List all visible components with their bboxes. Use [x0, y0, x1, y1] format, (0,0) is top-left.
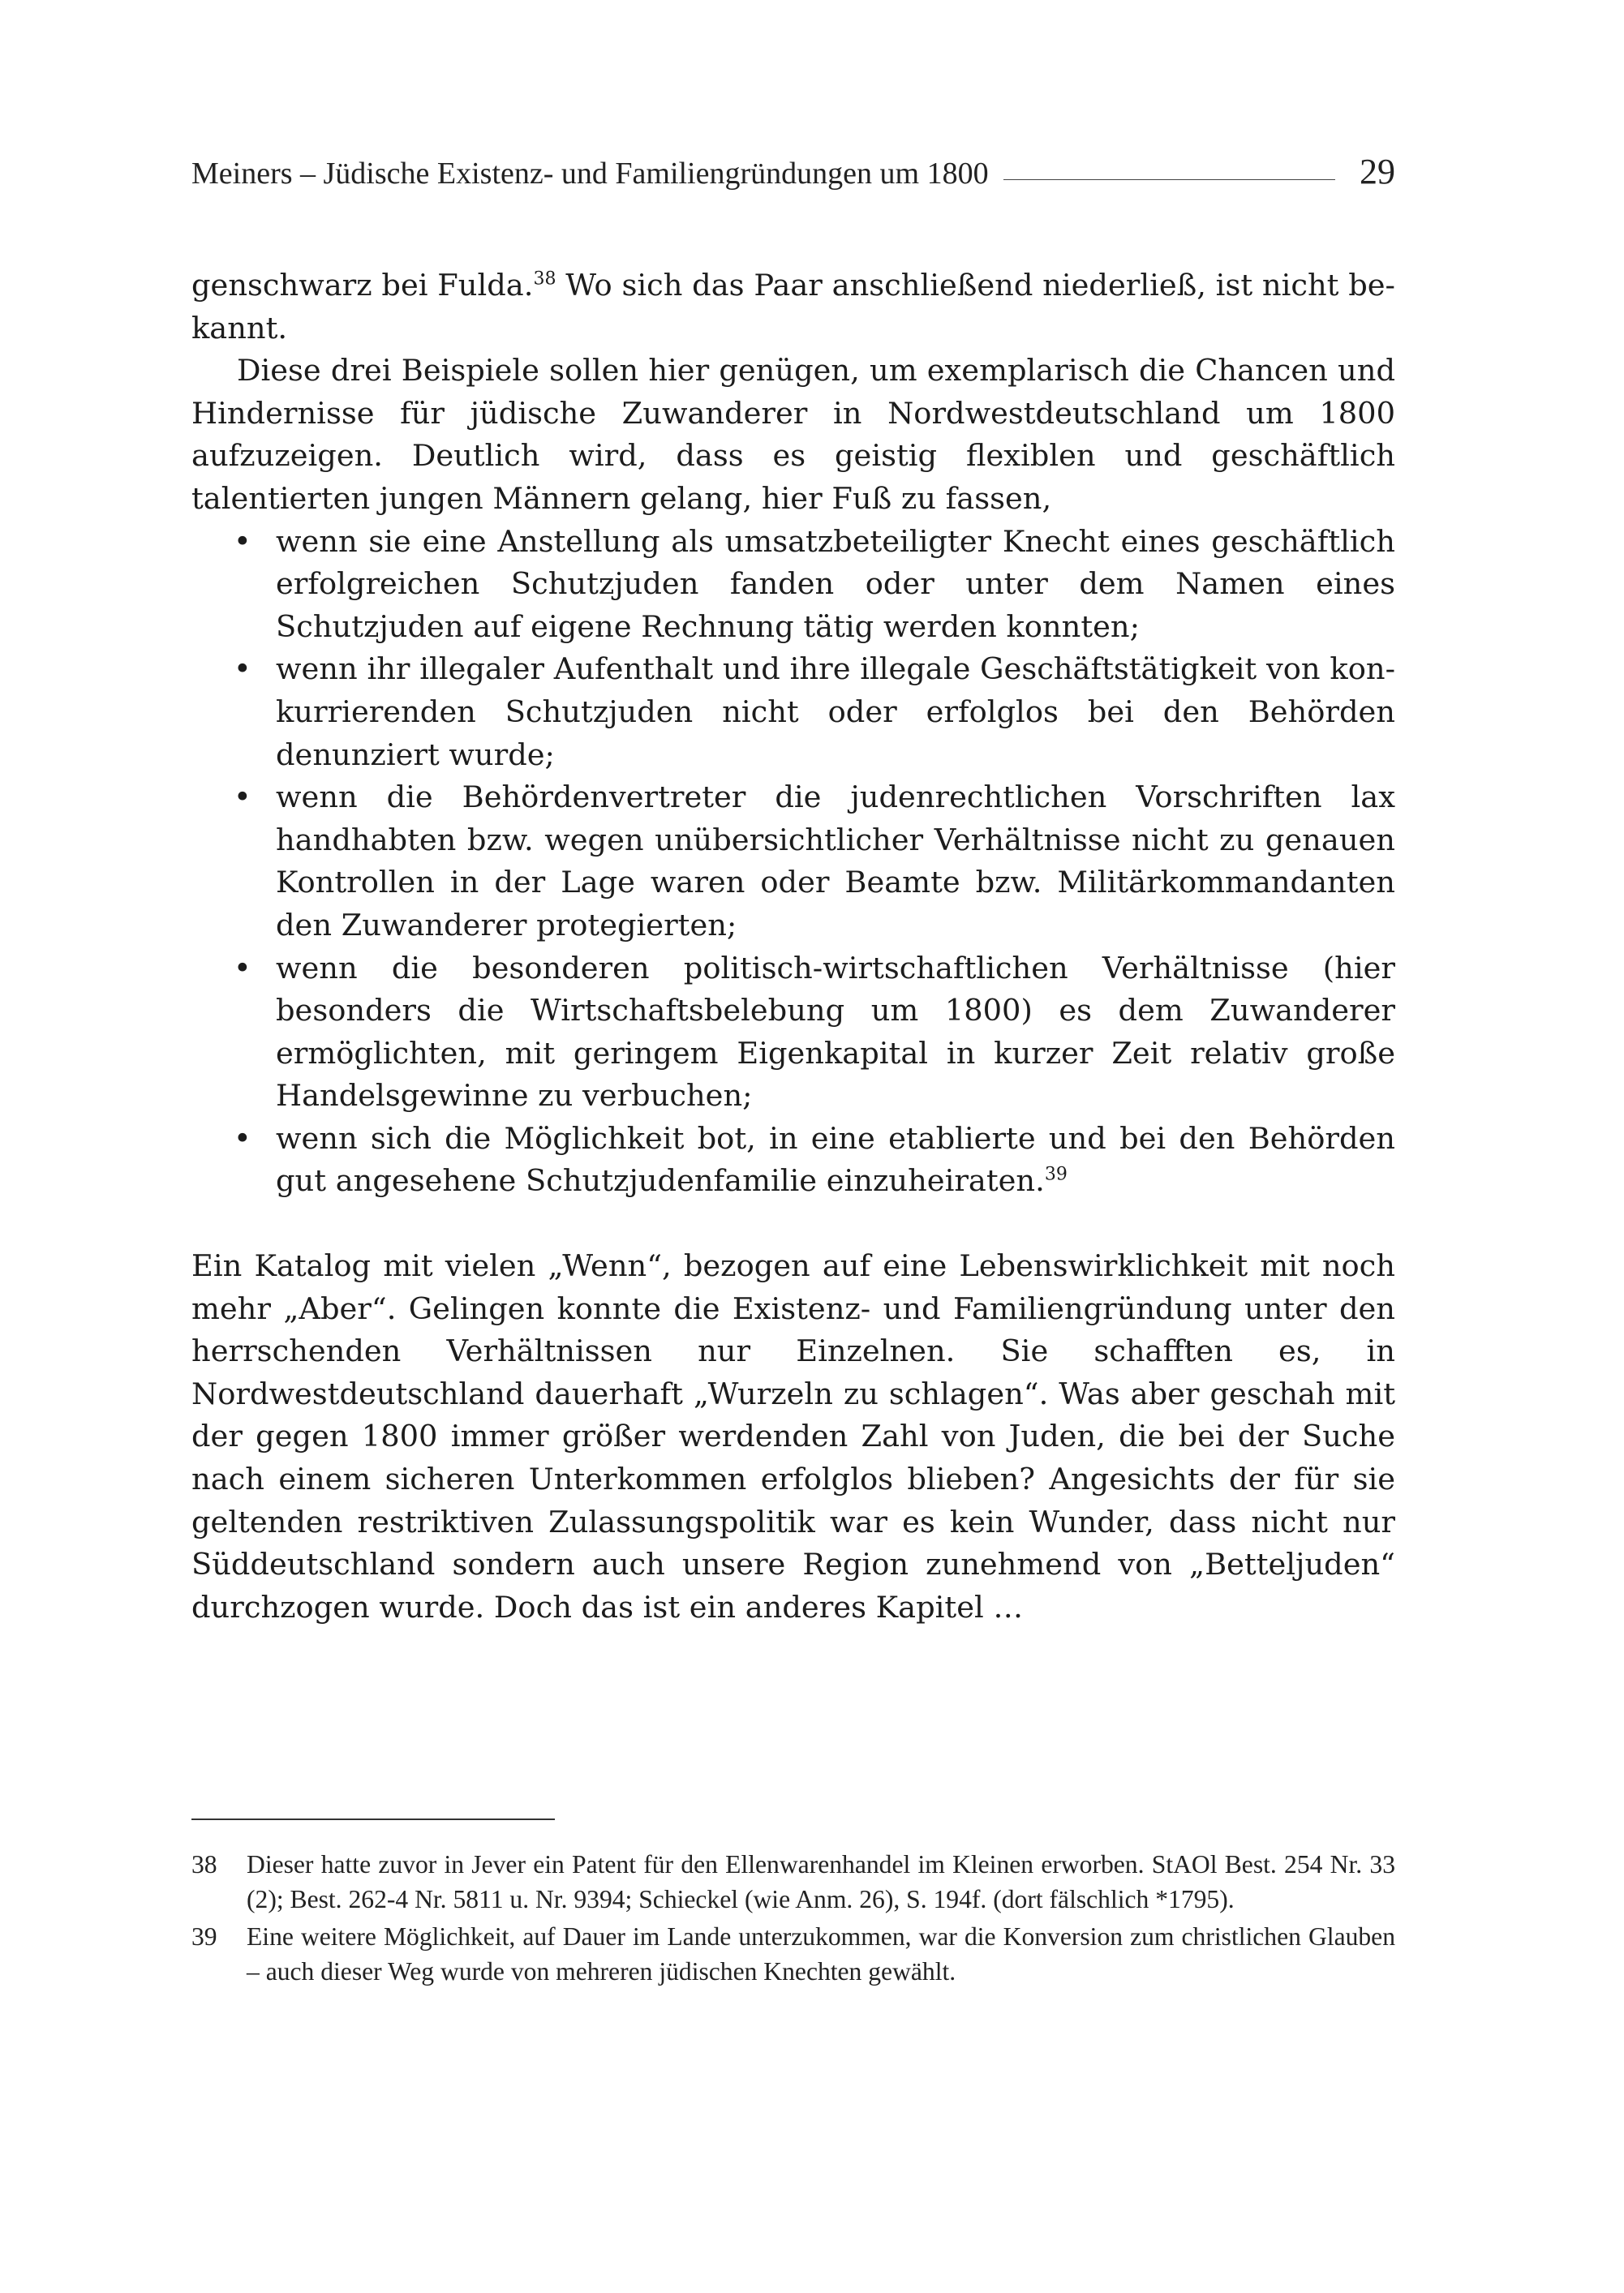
footnote-ref-38[interactable]: 38: [533, 268, 556, 290]
list-item-text: wenn ihr illegaler Aufenthalt und ihre illegale Geschäftstätigkeit von konkurrierenden Schutzjuden nicht oder erfolglos bei den Behörden denunziert wurde;: [276, 651, 1395, 772]
list-item: [234, 776, 1395, 947]
footnote-text: Dieser hatte zuvor in Jever ein Patent für den Ellenwarenhandel im Kleinen erworben. StAOl Best. 254 Nr. 33 (2); Best. 262-4 Nr. 5811 u. Nr. 9394; Schieckel (wie Anm. 26), S. 194f. (dort fälschlich *1795).: [247, 1850, 1395, 1913]
list-item-text: wenn die besonderen politisch-wirtschaftlichen Verhältnisse (hier besonders die Wirtschaftsbelebung um 1800) es dem Zuwanderer ermöglichten, mit geringem Eigenkapital in kurzer Zeit relativ große Handelsgewinne zu verbuchen;: [276, 950, 1395, 1114]
footnote-38: [191, 1848, 1395, 1917]
book-page: [191, 0, 1395, 2293]
list-item: [234, 1118, 1395, 1203]
footnote-rule: [191, 1819, 555, 1820]
footnote-number: 39: [191, 1922, 217, 1952]
list-item-text: wenn sich die Möglichkeit bot, in eine etablierte und bei den Behörden gut angesehene Schutzjudenfamilie einzuheiraten.: [276, 1120, 1395, 1199]
bullet-icon: •: [234, 779, 251, 815]
list-item-text: wenn sie eine Anstellung als umsatzbeteiligter Knecht eines geschäftlich erfolgreichen Schutzjuden fanden oder unter dem Namen eines Schutzjuden auf eigene Rechnung tätig werden konnten;: [276, 523, 1395, 644]
bullet-icon: •: [234, 523, 251, 559]
closing-paragraph: Ein Katalog mit vielen „Wenn“, bezogen auf eine Lebenswirklichkeit mit noch mehr „Aber“. Gelingen konnte die Existenz- und Familiengründung unter den herrschenden Verhältnissen nur Einzelnen. Sie schafften es, in Nordwestdeutschland dauerhaft „Wurzeln zu schlagen“. Was aber geschah mit der gegen 1800 immer größer werdenden Zahl von Juden, die bei der Suche nach einem sicheren Unterkommen erfolglos blieben? Angesichts der für sie geltenden restriktiven Zulassungspolitik war es kein Wunder, dass nicht nur Süddeutschland sondern auch unsere Region zunehmend von „Betteljuden“ durchzogen wurde. Doch das ist ein anderes Kapitel …: [191, 1248, 1395, 1625]
footnote-39: [191, 1920, 1395, 1989]
list-item: [234, 521, 1395, 649]
list-item: [234, 947, 1395, 1118]
list-item-text: wenn die Behördenvertreter die judenrechtlichen Vorschriften lax handhabten bzw. wegen unübersichtlicher Verhältnisse nicht zu genauen Kontrollen in der Lage waren oder Beamte bzw. Militärkommandanten den Zuwanderer protegierten;: [276, 779, 1395, 943]
conditions-list: [191, 521, 1395, 1204]
footnotes: [191, 1819, 1395, 1992]
paragraph-1: [191, 264, 1395, 350]
list-item: [234, 648, 1395, 776]
footnote-text: Eine weitere Möglichkeit, auf Dauer im Lande unterzukommen, war die Konversion zum christlichen Glauben – auch dieser Weg wurde von mehreren jüdischen Knechten gewählt.: [247, 1922, 1395, 1986]
bullet-icon: •: [234, 651, 251, 687]
running-head: [191, 151, 1395, 191]
bullet-icon: •: [234, 950, 251, 985]
running-title: Meiners – Jüdische Existenz- und Familiengründungen um 1800: [191, 157, 989, 191]
header-rule: [1003, 179, 1335, 180]
bullet-icon: •: [234, 1120, 251, 1156]
main-text: [191, 264, 1395, 1629]
paragraph-1-text: genschwarz bei Fulda.: [191, 268, 534, 303]
footnote-number: 38: [191, 1850, 217, 1879]
paragraph-2: Diese drei Beispiele sollen hier genügen, um exemplarisch die Chancen und Hindernisse für jüdische Zuwanderer in Nordwestdeutschland um 1800 aufzuzeigen. Deutlich wird, dass es geistig flexiblen und geschäftlich talentierten jungen Männern gelang, hier Fuß zu fassen,: [191, 353, 1395, 516]
paragraph-1-rest: Wo sich das Paar anschließend niederließ, ist nicht bekannt.: [191, 268, 1395, 346]
page-number: 29: [1360, 152, 1395, 191]
footnote-ref-39[interactable]: 39: [1044, 1165, 1068, 1186]
